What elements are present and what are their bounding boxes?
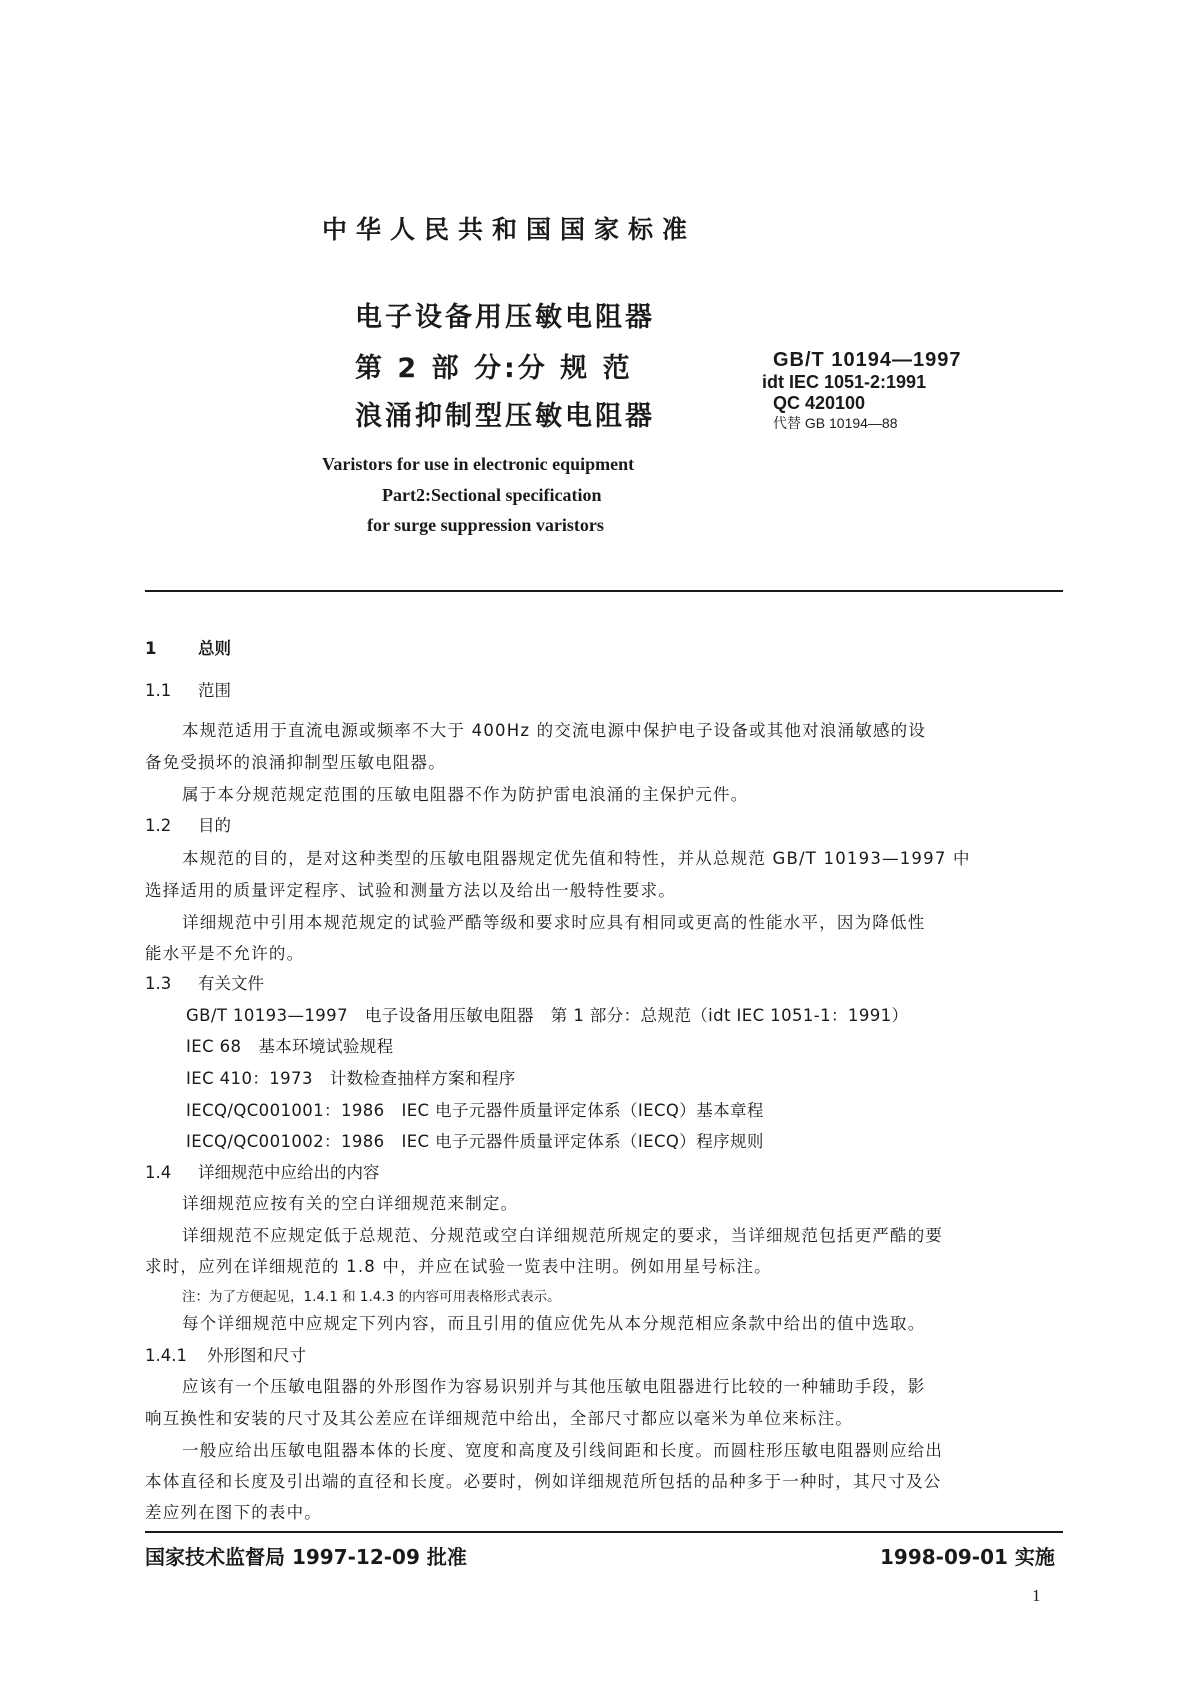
iec-code: idt IEC 1051-2:1991 [762, 372, 927, 392]
scope-p1-line1: 本规范适用于直流电源或频率不大于 400Hz 的交流电源中保护电子设备或其他对浪涌敏感的设 [182, 721, 927, 740]
outline-p2-line3: 差应列在图下的表中。 [145, 1503, 322, 1522]
content-p2-line2: 求时，应列在详细规范的 1.8 中，并应在试验一览表中注明。例如用星号标注。 [145, 1257, 772, 1276]
reference-item: IECQ/QC001002：1986 IEC 电子元器件质量评定体系（IECQ）程序规则 [186, 1132, 764, 1151]
section-number: 1.1 [145, 681, 172, 700]
section-number: 1.3 [145, 974, 172, 993]
reference-item: IEC 410：1973 计数检查抽样方案和程序 [186, 1069, 516, 1088]
title-en-line2: Part2:Sectional specification [382, 485, 602, 505]
outline-p1-line1: 应该有一个压敏电阻器的外形图作为容易识别并与其他压敏电阻器进行比较的一种辅助手段，影 [182, 1377, 926, 1396]
section-title: 有关文件 [198, 974, 264, 993]
qc-code: QC 420100 [773, 393, 866, 413]
section-title: 外形图和尺寸 [207, 1346, 306, 1365]
section-title: 范围 [198, 681, 231, 700]
section-title: 目的 [198, 816, 231, 835]
implementation-date: 1998-09-01 实施 [880, 1545, 1055, 1569]
outline-p2-line1: 一般应给出压敏电阻器本体的长度、宽度和高度及引线间距和长度。而圆柱形压敏电阻器则应给出 [182, 1441, 944, 1460]
outline-p1-line2: 响互换性和安装的尺寸及其公差应在详细规范中给出，全部尺寸都应以毫米为单位来标注。 [145, 1409, 853, 1428]
content-p2-line1: 详细规范不应规定低于总规范、分规范或空白详细规范所规定的要求，当详细规范包括更严酷的要 [182, 1226, 944, 1245]
page-number: 1 [1032, 1586, 1041, 1605]
section-number: 1.2 [145, 816, 172, 835]
scope-p2: 属于本分规范规定范围的压敏电阻器不作为防护雷电浪涌的主保护元件。 [182, 785, 749, 804]
section-number: 1.4.1 [145, 1346, 187, 1365]
reference-item: GB/T 10193—1997 电子设备用压敏电阻器 第 1 部分：总规范（idt IEC 1051-1：1991） [186, 1006, 909, 1025]
title-cn-line3: 浪涌抑制型压敏电阻器 [355, 401, 655, 432]
replaces-code: 代替 GB 10194—88 [773, 415, 898, 431]
content-p1: 详细规范应按有关的空白详细规范来制定。 [182, 1194, 519, 1213]
section-1-2-heading [145, 812, 231, 836]
reference-item: IEC 68 基本环境试验规程 [186, 1037, 394, 1056]
reference-item: IECQ/QC001001：1986 IEC 电子元器件质量评定体系（IECQ）基本章程 [186, 1101, 764, 1120]
purpose-p1-line1: 本规范的目的，是对这种类型的压敏电阻器规定优先值和特性，并从总规范 GB/T 10193—1997 中 [182, 849, 971, 868]
section-number: 1 [145, 639, 157, 658]
gb-code: GB/T 10194—1997 [773, 349, 962, 371]
approval-date: 国家技术监督局 1997-12-09 批准 [145, 1545, 467, 1569]
purpose-p1-line2: 选择适用的质量评定程序、试验和测量方法以及给出一般特性要求。 [145, 881, 676, 900]
title-cn-line1: 电子设备用压敏电阻器 [355, 302, 655, 333]
title-cn-line2: 第 2 部 分:分 规 范 [355, 353, 633, 384]
section-1-1-heading [145, 677, 231, 701]
bottom-divider [145, 1531, 1063, 1533]
section-1-4-heading [145, 1159, 380, 1183]
purpose-p2-line2: 能水平是不允许的。 [145, 944, 305, 963]
top-divider [145, 590, 1063, 592]
section-1-4-1-heading [145, 1342, 306, 1366]
section-title: 总则 [198, 639, 231, 658]
outline-p2-line2: 本体直径和长度及引出端的直径和长度。必要时，例如详细规范所包括的品种多于一种时，其尺寸及公 [145, 1472, 942, 1491]
title-en-line3: for surge suppression varistors [367, 515, 604, 535]
section-1-3-heading [145, 970, 264, 994]
purpose-p2-line1: 详细规范中引用本规范规定的试验严酷等级和要求时应具有相同或更高的性能水平，因为降低性 [182, 913, 926, 932]
scope-p1-line2: 备免受损坏的浪涌抑制型压敏电阻器。 [145, 753, 446, 772]
title-en-line1: Varistors for use in electronic equipment [322, 454, 635, 474]
section-number: 1.4 [145, 1163, 172, 1182]
content-p3: 每个详细规范中应规定下列内容，而且引用的值应优先从本分规范相应条款中给出的值中选取。 [182, 1314, 926, 1333]
section-title: 详细规范中应给出的内容 [198, 1163, 380, 1182]
content-note: 注：为了方便起见，1.4.1 和 1.4.3 的内容可用表格形式表示。 [182, 1289, 561, 1305]
section-1-heading [145, 635, 231, 659]
national-standard-header: 中华人民共和国国家标准 [322, 215, 697, 244]
